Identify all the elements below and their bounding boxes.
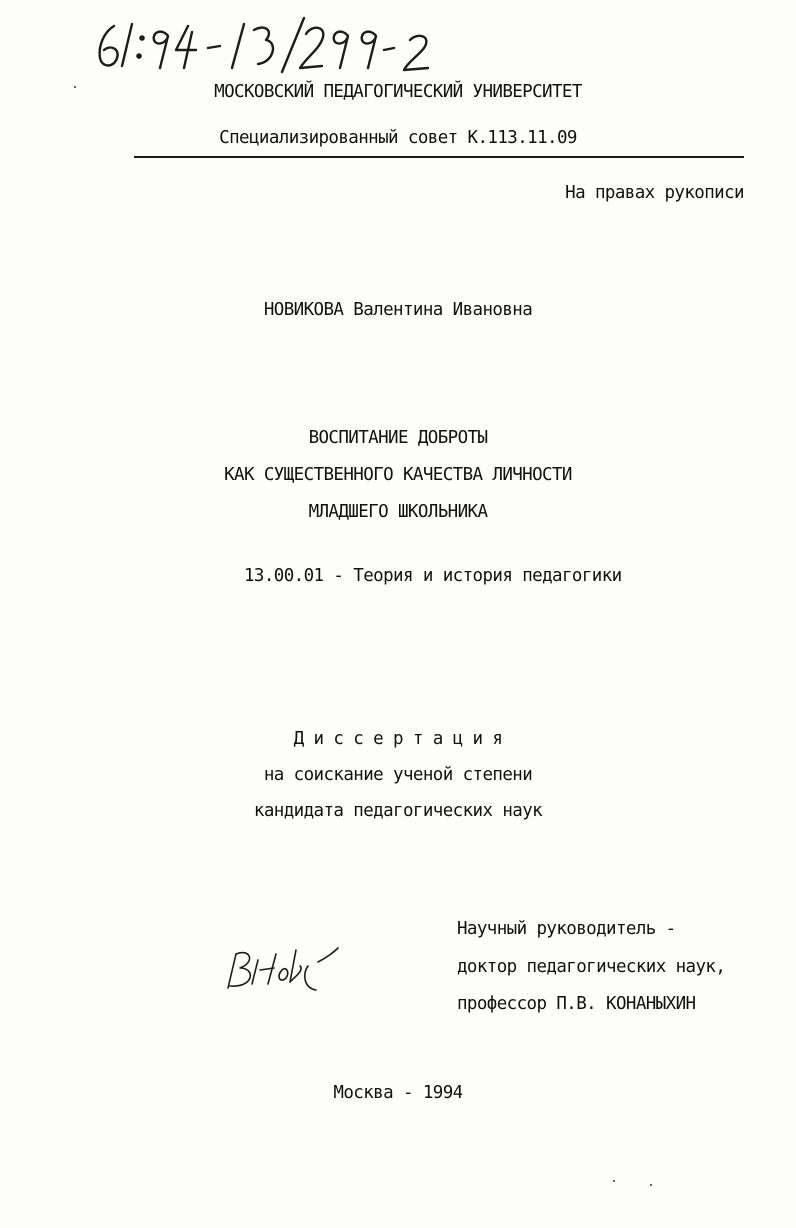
scan-speck (74, 86, 76, 88)
scan-speck (650, 1184, 652, 1186)
header-divider (134, 156, 744, 158)
title-line-3: МЛАДШЕГО ШКОЛЬНИКА (308, 502, 488, 522)
handwritten-catalog-code (92, 10, 452, 80)
dissertation-heading: Д и с с е р т а ц и я (293, 729, 503, 749)
title-line-2: КАК СУЩЕСТВЕННОГО КАЧЕСТВА ЛИЧНОСТИ (224, 465, 572, 485)
manuscript-rights-note: На правах рукописи (565, 183, 744, 203)
supervisor-name: профессор П.В. КОНАНЫХИН (457, 994, 696, 1014)
city-and-year: Москва - 1994 (333, 1083, 463, 1103)
scan-speck (613, 1180, 615, 1182)
university-name: МОСКОВСКИЙ ПЕДАГОГИЧЕСКИЙ УНИВЕРСИТЕТ (214, 82, 582, 102)
supervisor-label: Научный руководитель - (457, 919, 676, 939)
handwritten-signature (222, 940, 342, 1000)
supervisor-degree: доктор педагогических наук, (457, 957, 726, 977)
dissertation-council: Специализированный совет К.113.11.09 (219, 128, 577, 148)
title-line-1: ВОСПИТАНИЕ ДОБРОТЫ (308, 428, 488, 448)
author-name: НОВИКОВА Валентина Ивановна (263, 300, 533, 320)
degree-line-1: на соискание ученой степени (263, 765, 533, 785)
degree-line-2: кандидата педагогических наук (253, 801, 543, 821)
specialty-code: 13.00.01 - Теория и история педагогики (244, 566, 622, 586)
